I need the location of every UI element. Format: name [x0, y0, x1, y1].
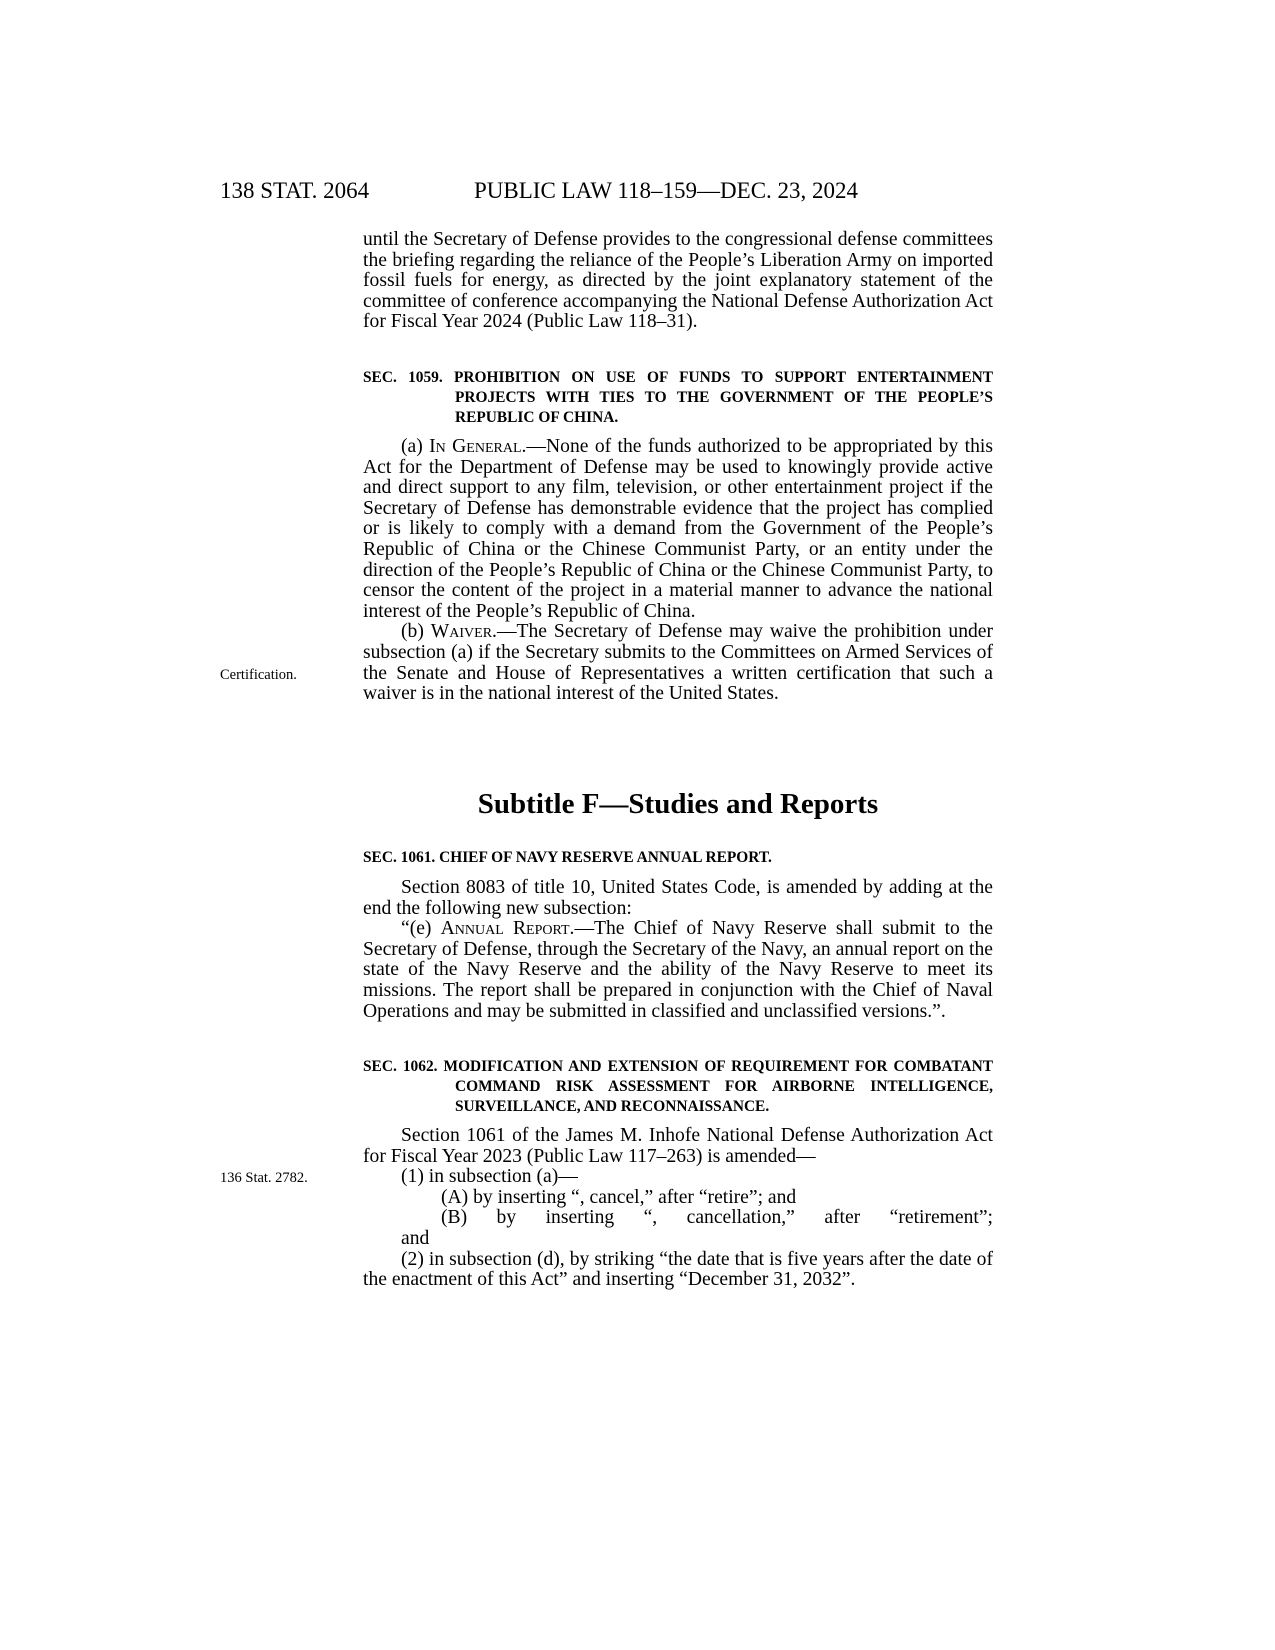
item-1: (1) in subsection (a)—: [401, 1166, 578, 1188]
item-1-a: (A) by inserting “, cancel,” after “retire”; and: [441, 1186, 797, 1208]
section-1061-subsection-e: [363, 919, 993, 1022]
subsection-a-label: (a): [401, 436, 430, 457]
section-1061-intro: Section 8083 of title 10, United States Code, is amended by adding at the end the following new subsection:: [363, 877, 993, 919]
section-1059: [363, 368, 993, 705]
subtitle-heading: Subtitle F—Studies and Reports: [477, 788, 879, 820]
section-1062: [363, 1057, 993, 1291]
continuation-paragraph: until the Secretary of Defense provides to the congressional defense committees the briefing regarding the reliance of the People’s Liberation Army on imported fossil fuels for energy, as directed by the joint explanatory statement of the committee of conference accompanying the National Defense Authorization Act for Fiscal Year 2024 (Public Law 118–31).: [363, 229, 993, 333]
section-1059-subsection-b: [363, 622, 993, 704]
subsection-b-caption: Waiver.: [430, 621, 497, 643]
section-1061: [363, 848, 993, 1022]
section-1061-heading: SEC. 1061. CHIEF OF NAVY RESERVE ANNUAL REPORT.: [363, 849, 772, 866]
subsection-e-text: —The Chief of Navy Reserve shall submit to the Secretary of Defense, through the Secretary of the Navy, an annual report on the state of the Navy Reserve and the ability of the Navy Reserve to meet its missions. The report shall be prepared in conjunction with the Chief of Naval Operations and may be submitted in classified and unclassified versions.”.: [363, 918, 993, 1022]
margin-note-certification: Certification.: [220, 667, 297, 683]
subsection-e-label: “(e): [401, 918, 441, 940]
subsection-b-text: —The Secretary of Defense may waive the prohibition under subsection (a) if the Secretary submits to the Committees on Armed Services of the Senate and House of Representatives a written certification that such a waiver is in the national interest of the United States.: [363, 621, 994, 705]
subsection-a-text: —None of the funds authorized to be appropriated by this Act for the Department of Defense may be used to knowingly provide active and direct support to any film, television, or other entertainment project if the Secretary of Defense has demonstrable evidence that the project has complied or is likely to comply with a demand from the Government of the People’s Republic of China or the Chinese Communist Party, or an entity under the direction of the People’s Republic of China or the Chinese Communist Party, to censor the content of the project in a material manner to advance the national interest of the People’s Republic of China.: [363, 436, 993, 622]
margin-note-stat-citation: 136 Stat. 2782.: [220, 1170, 308, 1186]
stat-reference: 138 STAT. 2064: [220, 178, 370, 203]
section-1059-heading: SEC. 1059. PROHIBITION ON USE OF FUNDS TO SUPPORT ENTERTAINMENT PROJECTS WITH TIES TO THE GOVERNMENT OF THE PEOPLE’S REPUBLIC OF CHINA.: [363, 369, 993, 426]
item-2: (2) in subsection (d), by striking “the date that is five years after the date of the enactment of this Act” and inserting “December 31, 2032”.: [363, 1248, 993, 1291]
section-1062-heading: SEC. 1062. MODIFICATION AND EXTENSION OF REQUIREMENT FOR COMBATANT COMMAND RISK ASSESSMENT FOR AIRBORNE INTELLIGENCE, SURVEILLANCE, AND RECONNAISSANCE.: [363, 1058, 993, 1115]
section-1062-intro: Section 1061 of the James M. Inhofe National Defense Authorization Act for Fiscal Year 2023 (Public Law 117–263) is amended—: [363, 1125, 993, 1167]
subsection-a-caption: In General.: [429, 436, 527, 457]
continuation-section: [363, 230, 993, 333]
subsection-b-label: (b): [401, 621, 431, 643]
item-1-b-continued: and: [401, 1227, 430, 1249]
section-1059-subsection-a: [363, 437, 993, 622]
public-law-title: PUBLIC LAW 118–159—DEC. 23, 2024: [474, 178, 859, 203]
subsection-e-caption: Annual Report.: [440, 918, 575, 940]
item-1-b: (B) by inserting “, cancellation,” after “retirement”;: [441, 1207, 993, 1229]
